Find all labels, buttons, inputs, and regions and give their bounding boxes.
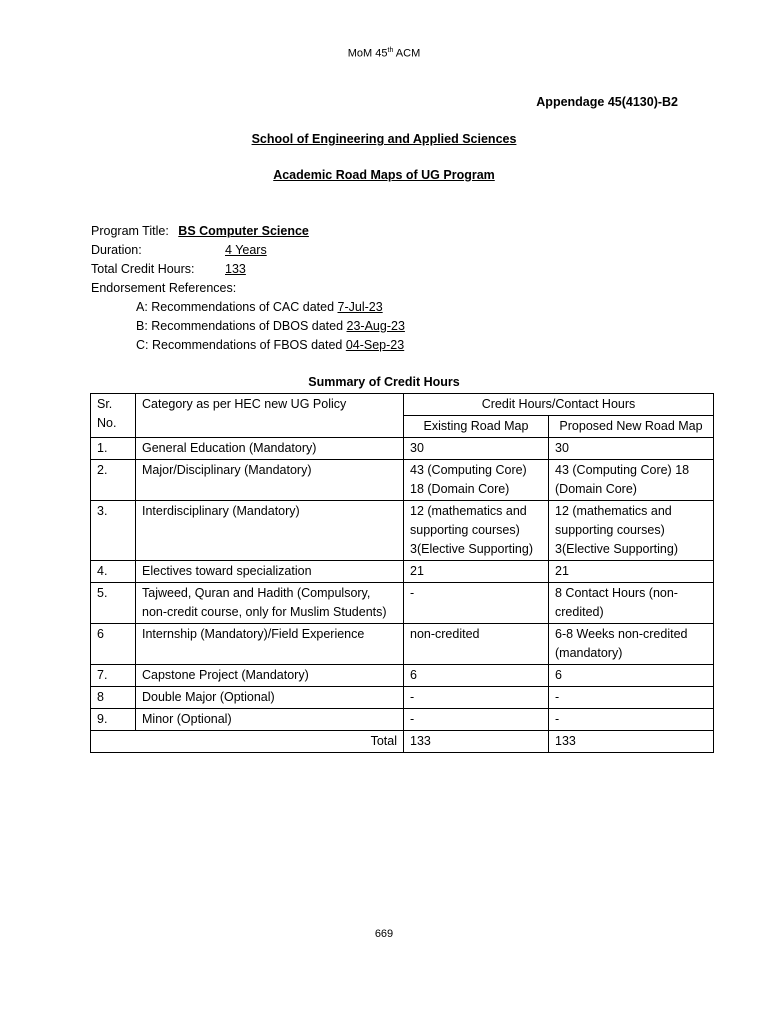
cell-category: Minor (Optional) — [136, 709, 404, 731]
table-row — [91, 501, 714, 561]
school-title: School of Engineering and Applied Sciences — [251, 132, 517, 146]
cell-existing: 6 — [404, 665, 549, 687]
ref-date: 7-Jul-23 — [337, 300, 383, 314]
table-header-row — [91, 394, 714, 416]
cell-proposed: 30 — [549, 438, 714, 460]
table-row — [91, 665, 714, 687]
total-existing: 133 — [404, 731, 549, 753]
cell-proposed: 21 — [549, 561, 714, 583]
ref-date: 04-Sep-23 — [345, 338, 405, 352]
cell-category: Double Major (Optional) — [136, 687, 404, 709]
cell-proposed: 6 — [549, 665, 714, 687]
cell-existing: - — [404, 709, 549, 731]
header-proposed-road-map: Proposed New Road Map — [549, 416, 714, 438]
cell-existing: - — [404, 583, 549, 624]
table-row — [91, 583, 714, 624]
document-subtitle: Academic Road Maps of UG Program — [273, 168, 495, 182]
header-sr-no: Sr. No. — [91, 394, 136, 438]
cell-category: Interdisciplinary (Mandatory) — [136, 501, 404, 561]
document-header: MoM 45th ACM — [347, 47, 421, 60]
page-number: 669 — [374, 928, 394, 940]
duration-value: 4 Years — [225, 243, 267, 257]
cell-existing: 43 (Computing Core) 18 (Domain Core) — [404, 460, 549, 501]
cell-category: Internship (Mandatory)/Field Experience — [136, 624, 404, 665]
cell-sr: 8 — [91, 687, 136, 709]
credit-hours-label: Total Credit Hours: — [91, 262, 195, 276]
cell-existing: 30 — [404, 438, 549, 460]
table-total-row — [91, 731, 714, 753]
cell-category: General Education (Mandatory) — [136, 438, 404, 460]
header-credit-hours: Credit Hours/Contact Hours — [404, 394, 714, 416]
program-title-line — [91, 224, 309, 238]
table-row — [91, 687, 714, 709]
cell-sr: 5. — [91, 583, 136, 624]
total-label: Total — [91, 731, 404, 753]
credit-hours-line — [91, 262, 246, 276]
cell-sr: 1. — [91, 438, 136, 460]
table-row — [91, 438, 714, 460]
cell-existing: - — [404, 687, 549, 709]
cell-proposed: 43 (Computing Core) 18 (Domain Core) — [549, 460, 714, 501]
table-row — [91, 709, 714, 731]
cell-existing: non-credited — [404, 624, 549, 665]
duration-line — [91, 243, 267, 257]
cell-sr: 4. — [91, 561, 136, 583]
cell-sr: 6 — [91, 624, 136, 665]
cell-existing: 21 — [404, 561, 549, 583]
credit-hours-table — [90, 393, 714, 753]
program-title-value: BS Computer Science — [178, 224, 309, 238]
cell-proposed: 6-8 Weeks non-credited (mandatory) — [549, 624, 714, 665]
cell-category: Major/Disciplinary (Mandatory) — [136, 460, 404, 501]
cell-proposed: 8 Contact Hours (non-credited) — [549, 583, 714, 624]
endorsement-label: Endorsement References: — [91, 281, 237, 295]
cell-sr: 3. — [91, 501, 136, 561]
credit-hours-value: 133 — [225, 262, 246, 276]
cell-sr: 9. — [91, 709, 136, 731]
header-category: Category as per HEC new UG Policy — [136, 394, 404, 438]
cell-proposed: - — [549, 687, 714, 709]
appendage-label: Appendage 45(4130)-B2 — [536, 95, 678, 109]
endorsement-ref: C: Recommendations of FBOS dated 04-Sep-23 — [136, 338, 405, 352]
cell-category: Capstone Project (Mandatory) — [136, 665, 404, 687]
cell-proposed: 12 (mathematics and supporting courses) 3(Elective Supporting) — [549, 501, 714, 561]
endorsement-ref: A: Recommendations of CAC dated 7-Jul-23 — [136, 300, 383, 314]
table-row — [91, 624, 714, 665]
cell-sr: 2. — [91, 460, 136, 501]
header-existing-road-map: Existing Road Map — [404, 416, 549, 438]
ref-date: 23-Aug-23 — [346, 319, 405, 333]
cell-existing: 12 (mathematics and supporting courses) 3(Elective Supporting) — [404, 501, 549, 561]
table-title: Summary of Credit Hours — [308, 375, 460, 389]
program-title-label: Program Title: — [91, 224, 169, 238]
cell-category: Electives toward specialization — [136, 561, 404, 583]
duration-label: Duration: — [91, 243, 142, 257]
table-row — [91, 561, 714, 583]
endorsement-ref: B: Recommendations of DBOS dated 23-Aug-23 — [136, 319, 405, 333]
cell-category: Tajweed, Quran and Hadith (Compulsory, non-credit course, only for Muslim Students) — [136, 583, 404, 624]
table-row — [91, 460, 714, 501]
cell-sr: 7. — [91, 665, 136, 687]
cell-proposed: - — [549, 709, 714, 731]
total-proposed: 133 — [549, 731, 714, 753]
